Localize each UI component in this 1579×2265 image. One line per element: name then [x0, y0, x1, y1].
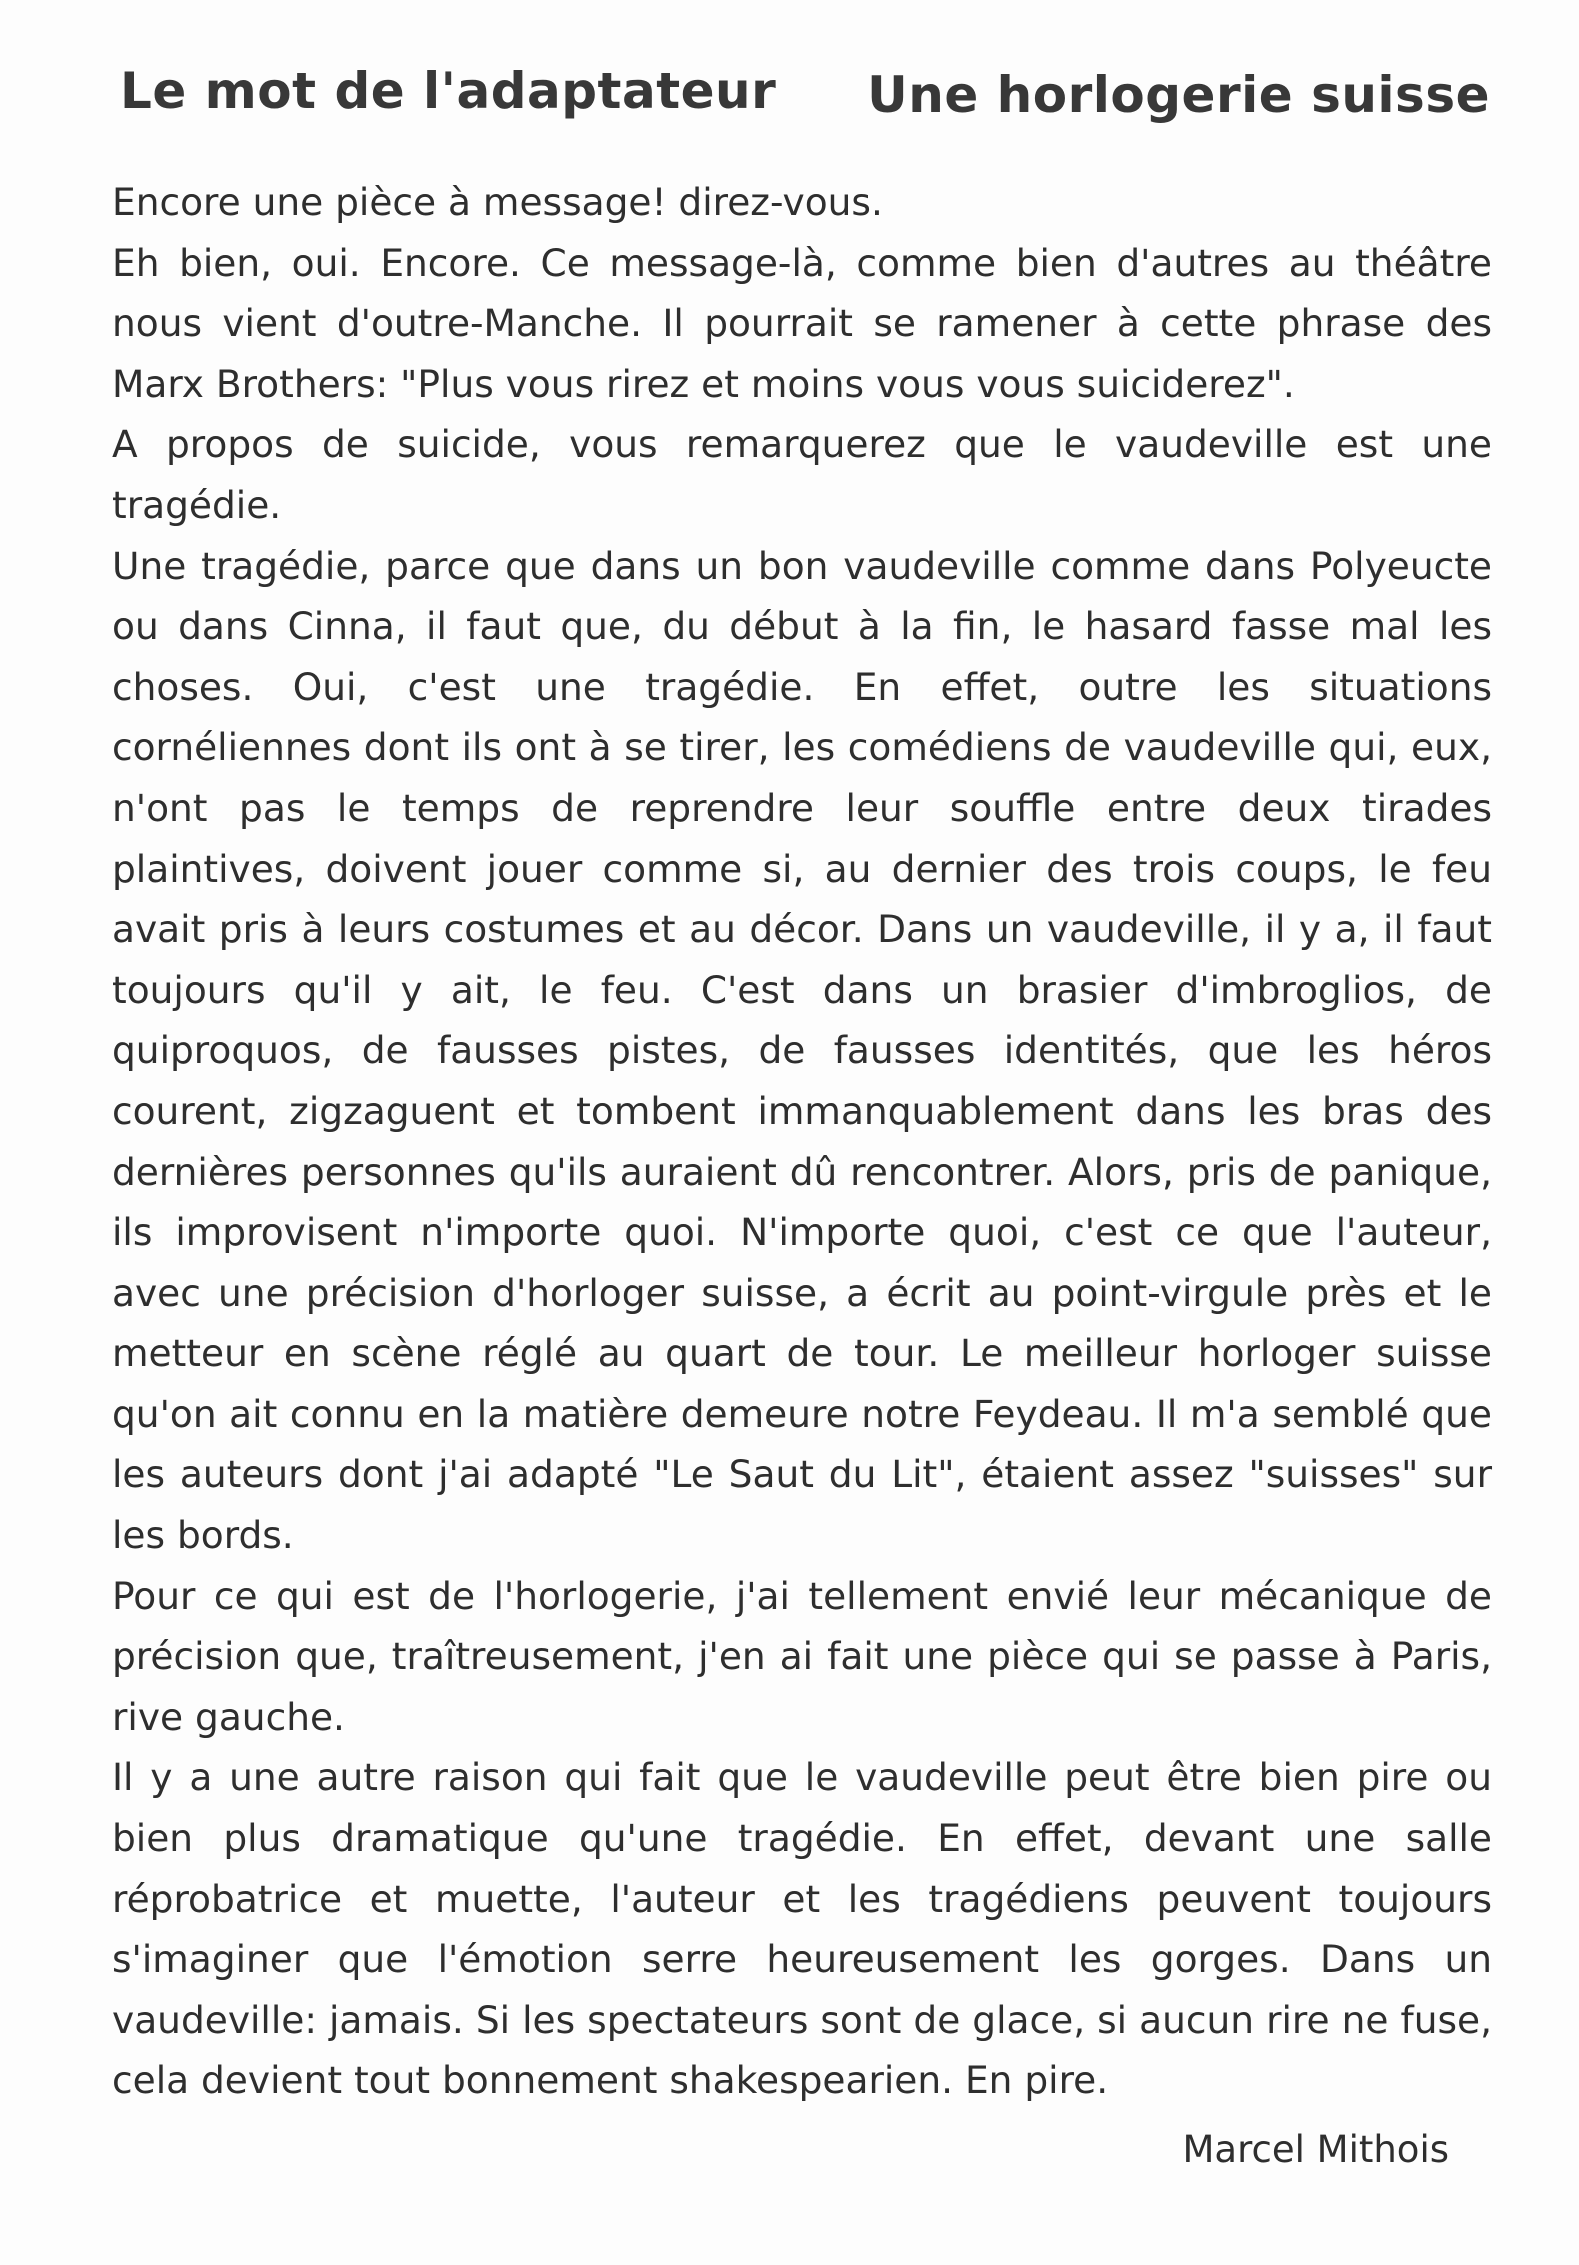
page-header — [120, 62, 1490, 132]
paragraph-intro: Encore une pièce à message! direz-vous. — [112, 180, 883, 224]
paragraph-tragedie: Une tragédie, parce que dans un bon vaudeville comme dans Polyeucte ou dans Cinna, il faut que, du début à la fin, le hasard fasse mal les choses. Oui, c'est une tragédie. En effet, outre les situations cornéliennes dont ils ont à se tirer, les comédiens de vaudeville qui, eux, n'ont pas le temps de reprendre leur souffle entre deux tirades plaintives, doivent jouer comme si, au dernier des trois coups, le feu avait pris à leurs costumes et au décor. Dans un vaudeville, il y a, il faut toujours qu'il y ait, le feu. C'est dans un brasier d'imbroglios, de quiproquos, de fausses pistes, de fausses identités, que les héros courent, zigzaguent et tombent immanquablement dans les bras des dernières personnes qu'ils auraient dû rencontrer. Alors, pris de panique, ils improvisent n'importe quoi. N'importe quoi, c'est ce que l'auteur, avec une précision d'horloger suisse, a écrit au point-virgule près et le metteur en scène réglé au quart de tour. Le meilleur horloger suisse qu'on ait connu en la matière demeure notre Feydeau. Il m'a semblé que les auteurs dont j'ai adapté "Le Saut du Lit", étaient assez "suisses" sur les bords. — [112, 543, 1492, 1558]
article-body — [112, 172, 1492, 2111]
paragraph-autre-raison: Il y a une autre raison qui fait que le vaudeville peut être bien pire ou bien plus dramatique qu'une tragédie. En effet, devant une salle réprobatrice et muette, l'auteur et les tragédiens peuvent toujours s'imaginer que l'émotion serre heureusement les gorges. Dans un vaudeville: jamais. Si les spectateurs sont de glace, si aucun rire ne fuse, cela devient tout bonnement shakespearien. En pire. — [112, 1755, 1492, 2103]
paragraph-message: Eh bien, oui. Encore. Ce message-là, comme bien d'autres au théâtre nous vient d'outre-Manche. Il pourrait se ramener à cette phrase des Marx Brothers: "Plus vous rirez et moins vous vous suiciderez". — [112, 240, 1492, 406]
header-title-left: Le mot de l'adaptateur — [120, 62, 777, 120]
header-title-right: Une horlogerie suisse — [867, 66, 1490, 124]
author-signature: Marcel Mithois — [1182, 2128, 1449, 2171]
paragraph-horlogerie: Pour ce qui est de l'horlogerie, j'ai tellement envié leur mécanique de précision que, traîtreusement, j'en ai fait une pièce qui se passe à Paris, rive gauche. — [112, 1573, 1492, 1739]
paragraph-suicide: A propos de suicide, vous remarquerez que le vaudeville est une tragédie. — [112, 422, 1492, 527]
